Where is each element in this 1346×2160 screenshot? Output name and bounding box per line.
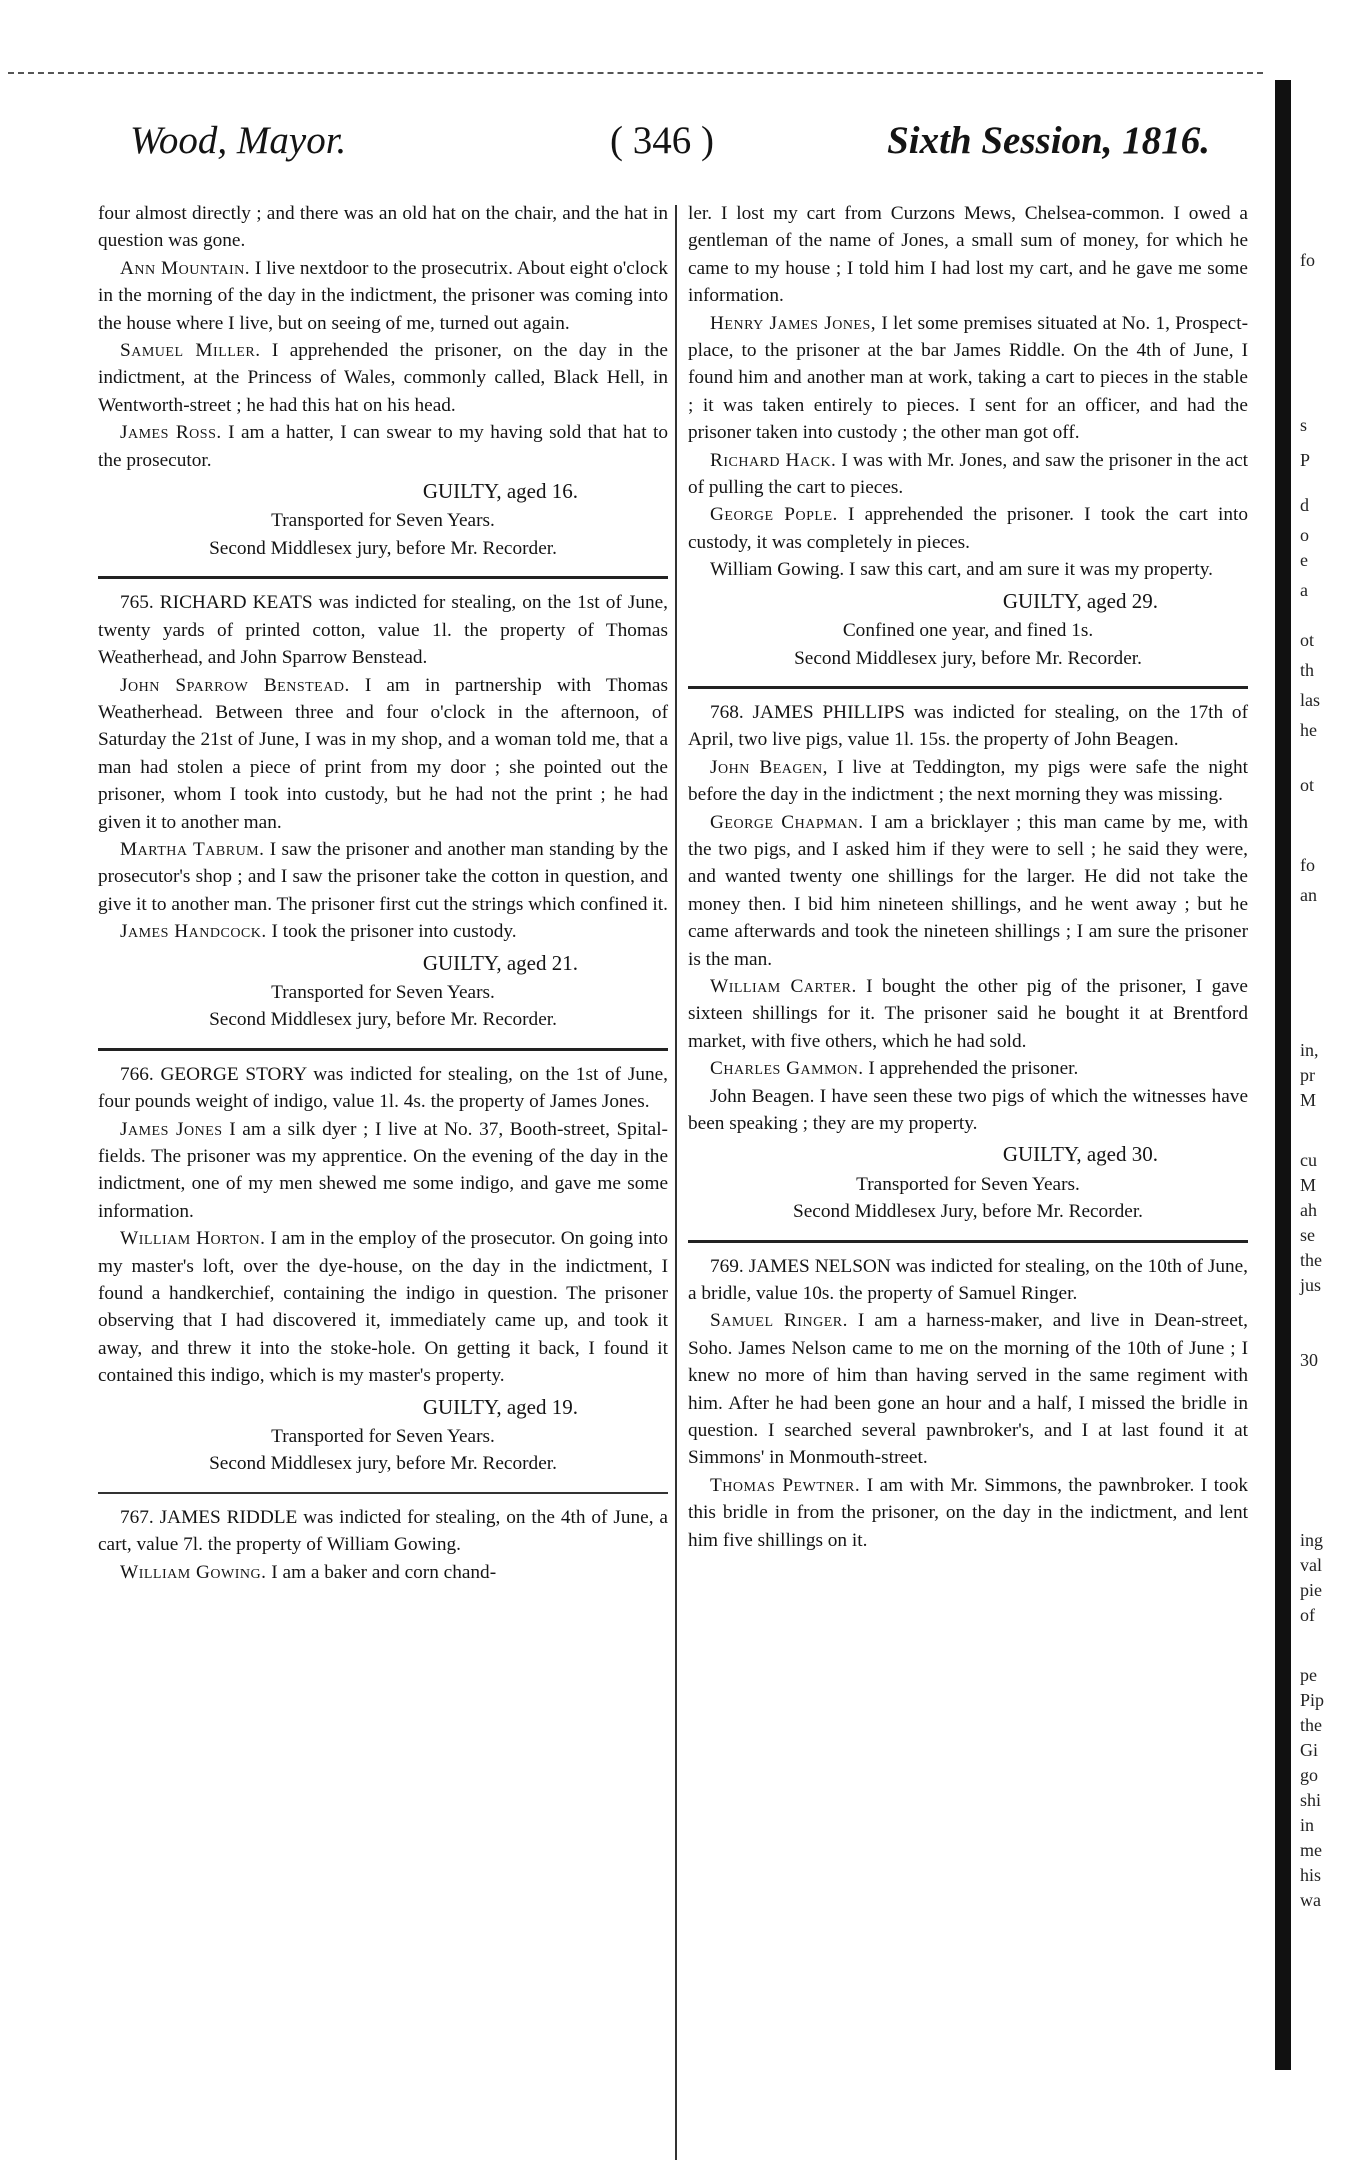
testimony-text: I am a bricklayer ; this man came by me, with the two pigs, and I asked him if they were to sell ; he said they were, and wanted twenty one shillings for the larger. He did not take the money then. I bid him nineteen shillings, and he went away ; but he came afterwards and took the nineteen shillings ; I am sure the prisoner is the man. xyxy=(688,811,1249,970)
testimony xyxy=(688,973,1248,1055)
edge-fragment: fo xyxy=(1300,855,1315,875)
edge-fragment: pe xyxy=(1300,1665,1317,1685)
verdict: GUILTY, aged 21. xyxy=(422,950,578,975)
witness-name: Thomas Pewtner. xyxy=(710,1474,861,1496)
edge-fragment: ot xyxy=(1300,775,1315,795)
edge-fragment: M xyxy=(1300,1090,1317,1110)
witness-name: Charles Gammon. xyxy=(710,1058,864,1080)
sentence: Transported for Seven Years. xyxy=(856,1173,1080,1195)
edge-fragment: d xyxy=(1300,495,1309,515)
page-number: ( 346 ) xyxy=(610,119,714,162)
edge-fragment: the xyxy=(1300,1715,1322,1735)
jury-note: Second Middlesex jury, before Mr. Recorder. xyxy=(794,647,1142,669)
testimony xyxy=(688,310,1248,447)
witness-name: Samuel Ringer. xyxy=(710,1310,848,1332)
testimony-text: I am in the employ of the prosecutor. On going into my master's loft, over the dye-house, on the day in the indictment, I found a handkerchief, containing the indigo in question. The prisoner observing that I had discovered it, immediately came up, and took it away, and threw it into the stoke-hole. On getting it back, I found it contained this indigo, which is my master's property. xyxy=(98,1228,668,1387)
witness-name: William Horton. xyxy=(120,1228,266,1250)
witness-name: Henry James Jones, xyxy=(710,312,877,334)
edge-fragment: 30 xyxy=(1300,1350,1318,1370)
edge-fragment: jus xyxy=(1300,1275,1322,1295)
testimony-text: I took the prisoner into custody. xyxy=(266,921,517,943)
sentence: Confined one year, and fined 1s. xyxy=(842,620,1094,642)
sentence: Transported for Seven Years. xyxy=(271,510,495,532)
testimony-text: I live at Teddington, my pigs were safe the night before the day in the indictment ; the next morning they was missing. xyxy=(688,756,1248,806)
edge-fragment: P xyxy=(1300,450,1311,470)
jury-note: Second Middlesex jury, before Mr. Recorder. xyxy=(209,1009,557,1031)
edge-fragment: pr xyxy=(1300,1065,1315,1085)
testimony xyxy=(98,255,668,337)
testimony xyxy=(688,1307,1248,1471)
testimony-text: I am in partnership with Thomas Weatherhead. Between three and four o'clock in the afternoon, of Saturday the 21st of June, I was in my shop, and a woman told me, that a man had stolen a piece of print from my door ; she pointed out the prisoner, whom I took into custody, but he had not the print ; he had given it to another man. xyxy=(98,674,668,833)
testimony-text: I bought the other pig of the prisoner, I gave sixteen shillings for it. The prisoner said he bought it at Brentford market, with five others, which he had sold. xyxy=(688,975,1248,1052)
testimony xyxy=(688,809,1248,973)
paragraph: four almost directly ; and there was an old hat on the chair, and the hat in question was gone. xyxy=(98,203,668,252)
header-left: Wood, Mayor. xyxy=(130,119,347,162)
edge-fragment: go xyxy=(1300,1765,1318,1785)
testimony-text: I apprehended the prisoner. I took the cart into custody, it was completely in pieces. xyxy=(688,504,1248,553)
edge-fragment: th xyxy=(1300,660,1315,680)
top-rule xyxy=(8,72,1263,74)
witness-name: George Chapman. xyxy=(710,811,864,833)
testimony xyxy=(688,501,1248,556)
testimony xyxy=(688,447,1248,502)
edge-fragment: cu xyxy=(1300,1150,1317,1170)
testimony-text: I am a baker and corn chand- xyxy=(266,1561,497,1583)
witness-name: Ann Mountain. xyxy=(120,257,251,279)
case-separator xyxy=(688,686,1248,689)
sentence: Transported for Seven Years. xyxy=(271,1426,495,1448)
edge-fragment: in xyxy=(1300,1815,1315,1835)
edge-fragment: o xyxy=(1300,525,1309,545)
witness-name: George Pople. xyxy=(710,504,838,526)
jury-note: Second Middlesex jury, before Mr. Recorder. xyxy=(209,1453,557,1475)
witness-name: James Jones xyxy=(120,1118,223,1140)
case-heading: 765. RICHARD KEATS was indicted for stealing, on the 1st of June, twenty yards of printed cotton, value 1l. the property of Thomas Weatherhead, and John Sparrow Benstead. xyxy=(98,592,668,669)
testimony-text: I am a hatter, I can swear to my having sold that hat to the prosecutor. xyxy=(98,422,668,471)
testimony xyxy=(98,672,668,836)
testimony-text: I live nextdoor to the prosecutrix. About eight o'clock in the morning of the day in the indictment, the prisoner was coming into the house where I live, but on seeing of me, turned out again. xyxy=(98,257,669,334)
edge-fragment: shi xyxy=(1300,1790,1322,1810)
case-heading: 769. JAMES NELSON was indicted for stealing, on the 10th of June, a bridle, value 10s. the property of Samuel Ringer. xyxy=(688,1255,1248,1305)
case-heading: 766. GEORGE STORY was indicted for stealing, on the 1st of June, four pounds weight of indigo, value 1l. 4s. the property of James Jones. xyxy=(98,1063,668,1113)
edge-fragment: las xyxy=(1300,690,1320,710)
testimony xyxy=(98,337,668,419)
edge-fragment: ot xyxy=(1300,630,1315,650)
testimony xyxy=(98,1559,668,1586)
edge-fragment: the xyxy=(1300,1250,1322,1270)
testimony-text: I was with Mr. Jones, and saw the prisoner in the act of pulling the cart to pieces. xyxy=(688,449,1249,499)
running-header xyxy=(130,118,1210,170)
testimony xyxy=(98,836,668,918)
edge-fragment: his xyxy=(1300,1865,1322,1885)
witness-name: Samuel Miller. xyxy=(120,340,261,362)
case-separator xyxy=(98,1492,668,1494)
testimony xyxy=(98,918,668,945)
edge-fragment: wa xyxy=(1300,1890,1321,1910)
header-right: Sixth Session, 1816. xyxy=(887,119,1210,162)
right-column xyxy=(688,200,1248,1554)
edge-fragment: pie xyxy=(1300,1580,1322,1600)
testimony xyxy=(688,1055,1248,1082)
case-separator xyxy=(98,1048,668,1051)
edge-fragment: fo xyxy=(1300,250,1315,270)
testimony xyxy=(688,754,1248,809)
verdict: GUILTY, aged 29. xyxy=(1002,588,1158,613)
witness-name: James Handcock. xyxy=(120,921,267,943)
edge-fragment: Gi xyxy=(1300,1740,1318,1760)
witness-name: William Carter. xyxy=(710,975,857,997)
testimony xyxy=(98,1225,668,1389)
case-separator xyxy=(98,576,668,579)
edge-fragment: he xyxy=(1300,720,1317,740)
paragraph: William Gowing. I saw this cart, and am sure it was my property. xyxy=(710,559,1213,581)
witness-name: Martha Tabrum. xyxy=(120,838,265,860)
testimony xyxy=(98,419,668,474)
edge-fragment: me xyxy=(1300,1840,1322,1860)
edge-fragment: M xyxy=(1300,1175,1317,1195)
left-column xyxy=(98,200,668,1586)
edge-fragment: in, xyxy=(1300,1040,1319,1060)
witness-name: James Ross. xyxy=(120,422,222,444)
testimony xyxy=(98,1116,668,1226)
edge-fragment: ah xyxy=(1300,1200,1317,1220)
sentence: Transported for Seven Years. xyxy=(271,981,495,1003)
edge-fragment: se xyxy=(1300,1225,1315,1245)
verdict: GUILTY, aged 19. xyxy=(422,1394,578,1419)
testimony-text: I saw the prisoner and another man standing by the prosecutor's shop ; and I saw the prisoner take the cotton in question, and give it to another man. The prisoner first cut the strings which confined it. xyxy=(98,838,668,915)
witness-name: Richard Hack. xyxy=(710,449,837,471)
edge-fragment: val xyxy=(1300,1555,1322,1575)
column-divider xyxy=(675,205,677,2160)
jury-note: Second Middlesex jury, before Mr. Recorder. xyxy=(209,537,557,559)
case-heading: 767. JAMES RIDDLE was indicted for stealing, on the 4th of June, a cart, value 7l. the property of William Gowing. xyxy=(98,1506,668,1556)
testimony-text: I apprehended the prisoner. xyxy=(863,1058,1079,1080)
edge-fragment: ing xyxy=(1300,1530,1324,1550)
verdict: GUILTY, aged 30. xyxy=(1002,1142,1158,1167)
case-heading: 768. JAMES PHILLIPS was indicted for stealing, on the 17th of April, two live pigs, value 1l. 15s. the property of John Beagen. xyxy=(688,701,1248,751)
testimony xyxy=(688,1472,1248,1554)
edge-fragment: an xyxy=(1300,885,1317,905)
paragraph: John Beagen. I have seen these two pigs of which the witnesses have been speaking ; they are my property. xyxy=(688,1085,1248,1134)
edge-fragment: s xyxy=(1300,415,1308,435)
paragraph: ler. I lost my cart from Curzons Mews, Chelsea-common. I owed a gentleman of the name of Jones, a small sum of money, for which he came to my house ; I told him I had lost my cart, and he gave me some information. xyxy=(688,203,1248,307)
verdict: GUILTY, aged 16. xyxy=(422,479,578,504)
edge-fragment: e xyxy=(1300,550,1308,570)
witness-name: William Gowing. xyxy=(120,1561,267,1583)
case-separator xyxy=(688,1240,1248,1243)
edge-fragment: Pip xyxy=(1300,1690,1325,1710)
edge-fragment: a xyxy=(1300,580,1308,600)
testimony-text: I let some premises situated at No. 1, Prospect-place, to the prisoner at the bar James Riddle. On the 4th of June, I found him and another man at work, taking a cart to pieces in the stable ; it was taken entirely to pieces. I sent for an officer, and had the prisoner taken into custody ; the other man got off. xyxy=(688,312,1249,444)
edge-fragment: of xyxy=(1300,1605,1315,1625)
jury-note: Second Middlesex Jury, before Mr. Recorder. xyxy=(792,1201,1143,1223)
page-binding-shadow xyxy=(1275,80,1291,2070)
testimony-text: I am with Mr. Simmons, the pawnbroker. I took this bridle in from the prisoner, on the day in the indictment, and lent him five shillings on it. xyxy=(688,1474,1248,1551)
witness-name: John Sparrow Benstead. xyxy=(120,674,350,696)
testimony-text: I apprehended the prisoner, on the day in the indictment, at the Princess of Wales, commonly called, Black Hell, in Wentworth-street ; he had this hat on his head. xyxy=(98,340,668,416)
testimony-text: I am a harness-maker, and live in Dean-street, Soho. James Nelson came to me on the morning of the 10th of June ; I knew no more of him than having served in the same regiment with him. After he had been gone an hour and a half, I missed the bridle in question. I searched several pawnbroker's, and I at last found it at Simmons' in Monmouth-street. xyxy=(688,1310,1248,1469)
witness-name: John Beagen, xyxy=(710,756,828,778)
testimony-text: I am a silk dyer ; I live at No. 37, Booth-street, Spital-fields. The prisoner was my apprentice. On the evening of the day in the indictment, one of my men shewed me some indigo, and gave me some information. xyxy=(98,1118,668,1222)
